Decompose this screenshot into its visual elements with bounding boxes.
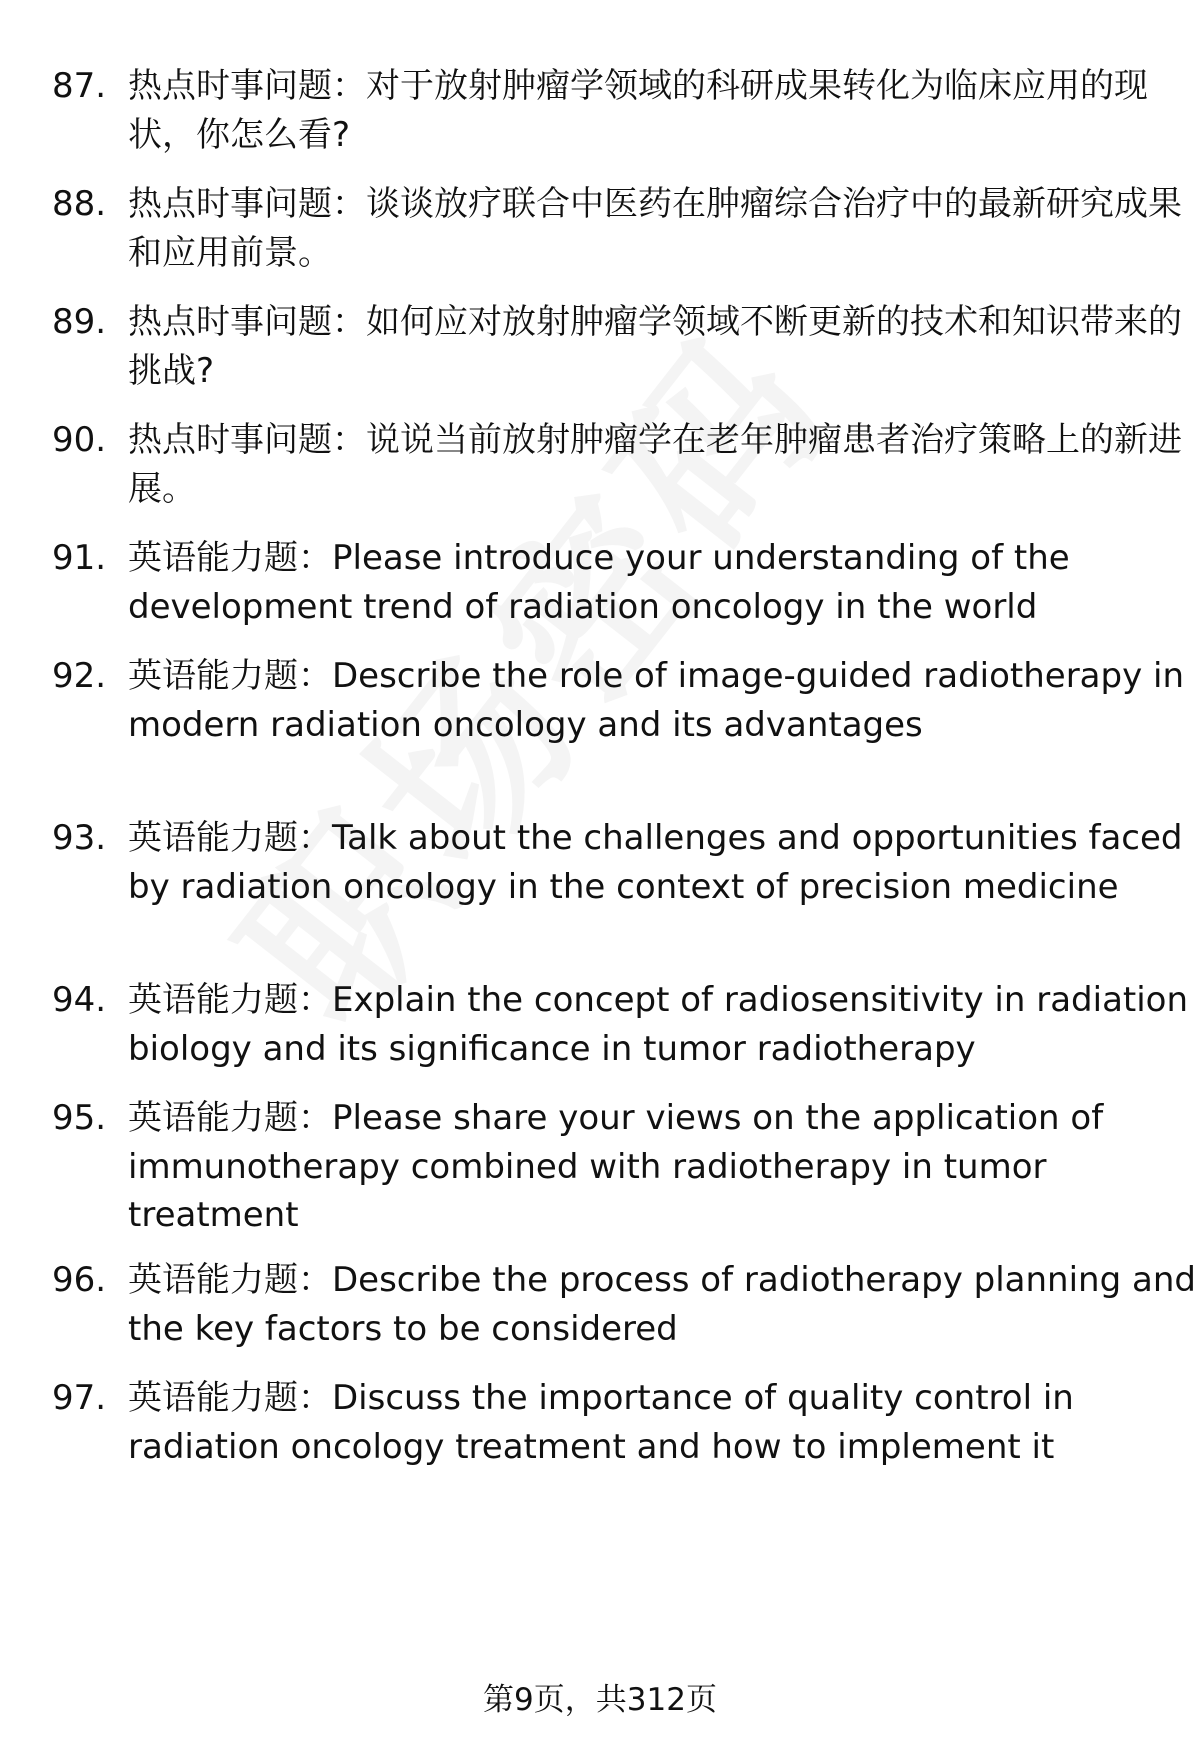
question-text: 热点时事问题：如何应对放射肿瘤学领域不断更新的技术和知识带来的挑战? — [128, 302, 1182, 391]
question-number: 91. — [52, 538, 107, 578]
question-number: 90. — [52, 420, 107, 460]
question-number: 97. — [52, 1378, 107, 1418]
question-text: 英语能力题：Please share your views on the application of immunotherapy combined with radiotherapy in tumor treatment — [128, 1098, 1104, 1235]
question-number: 89. — [52, 302, 107, 342]
question-number: 87. — [52, 66, 107, 106]
question-text: 英语能力题：Describe the process of radiotherapy planning and the key factors to be considered — [128, 1260, 1196, 1349]
question-number: 92. — [52, 656, 107, 696]
question-text: 英语能力题：Describe the role of image-guided radiotherapy in modern radiation oncology and its advantages — [128, 656, 1185, 745]
question-number: 93. — [52, 818, 107, 858]
question-text: 热点时事问题：谈谈放疗联合中医药在肿瘤综合治疗中的最新研究成果和应用前景。 — [128, 184, 1182, 273]
question-text: 热点时事问题：说说当前放射肿瘤学在老年肿瘤患者治疗策略上的新进展。 — [128, 420, 1182, 509]
question-text: 英语能力题：Talk about the challenges and opportunities faced by radiation oncology in the context of precision medicine — [128, 818, 1183, 907]
question-text: 英语能力题：Discuss the importance of quality control in radiation oncology treatment and how to implement it — [128, 1378, 1074, 1467]
question-text: 英语能力题：Explain the concept of radiosensitivity in radiation biology and its significance in tumor radiotherapy — [128, 980, 1189, 1069]
page-number-label: 第9页，共312页 — [483, 1682, 717, 1718]
question-text: 热点时事问题：对于放射肿瘤学领域的科研成果转化为临床应用的现状，你怎么看? — [128, 66, 1148, 155]
question-number: 88. — [52, 184, 107, 224]
question-number: 95. — [52, 1098, 107, 1138]
question-number: 96. — [52, 1260, 107, 1300]
question-number: 94. — [52, 980, 107, 1020]
question-text: 英语能力题：Please introduce your understanding of the development trend of radiation oncology in the world — [128, 538, 1070, 627]
